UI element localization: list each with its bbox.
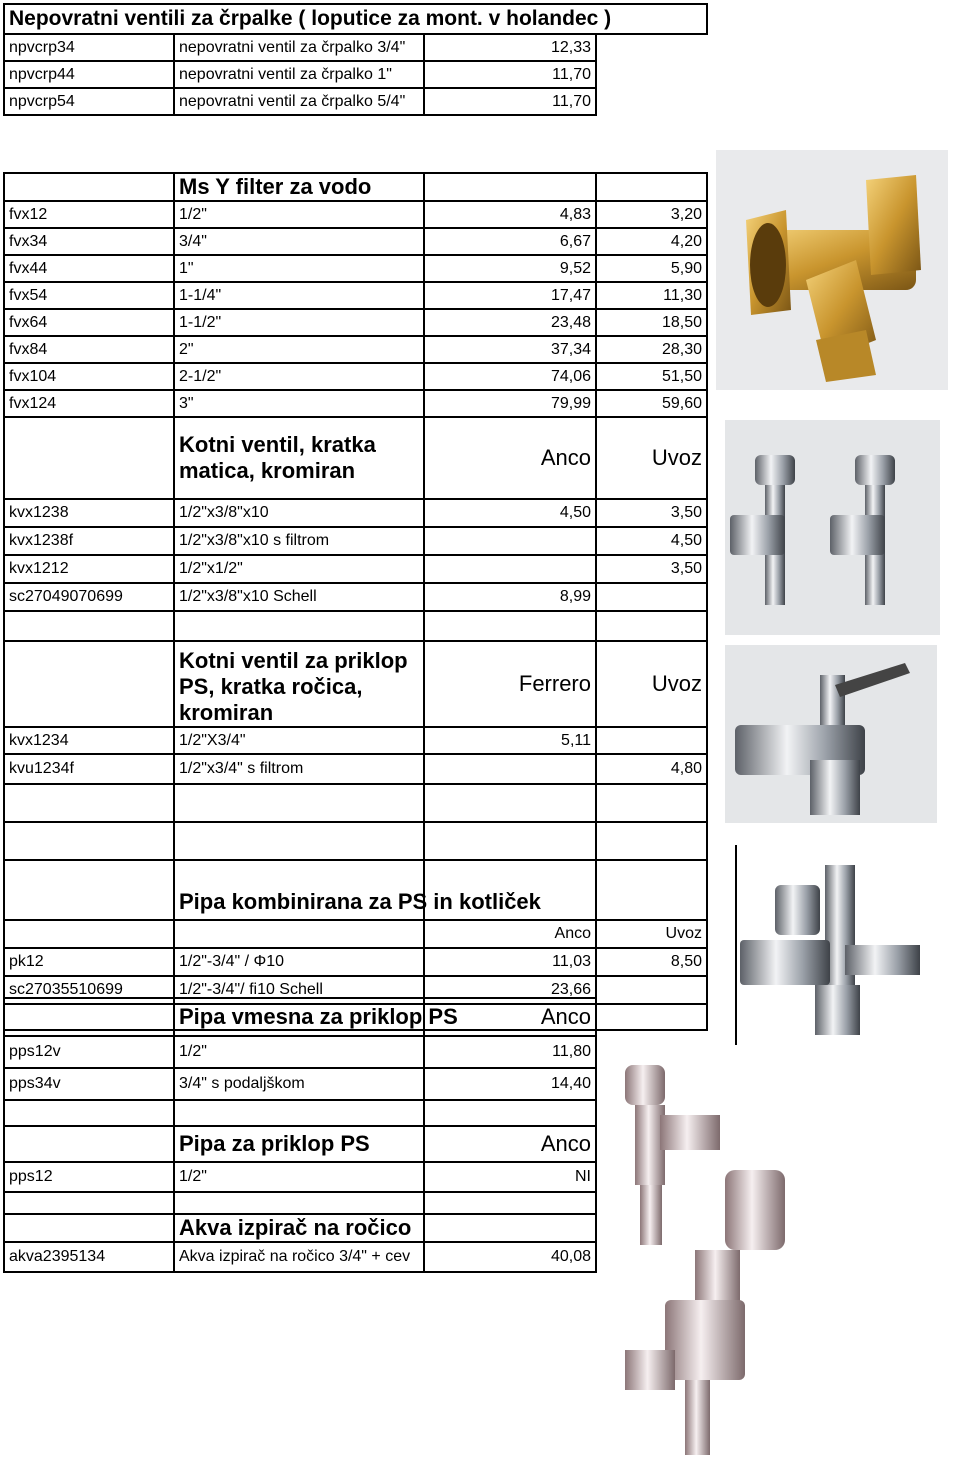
product-desc: 1/2" — [174, 1036, 424, 1068]
price-anco: 12,33 — [424, 34, 596, 61]
product-code: fvx124 — [4, 390, 174, 417]
product-code: fvx104 — [4, 363, 174, 390]
product-desc: nepovratni ventil za črpalko 3/4" — [174, 34, 424, 61]
product-desc: 1/2"x3/8"x10 s filtrom — [174, 527, 424, 555]
section-title-flush: Akva izpirač na ročico — [174, 1214, 424, 1242]
price-anco: 74,06 — [424, 363, 596, 390]
price-anco: 4,83 — [424, 201, 596, 228]
product-desc: 3/4" s podaljškom — [174, 1068, 424, 1100]
product-code: fvx84 — [4, 336, 174, 363]
product-code: npvcrp34 — [4, 34, 174, 61]
section-main-block — [3, 172, 708, 1031]
price-uvoz: 11,30 — [596, 282, 707, 309]
price-anco: 11,03 — [424, 948, 596, 976]
product-desc: Akva izpirač na ročico 3/4" + cev — [174, 1242, 424, 1272]
product-code: sc27049070699 — [4, 583, 174, 611]
product-desc: nepovratni ventil za črpalko 1" — [174, 61, 424, 88]
section-title-ps-tap: Pipa za priklop PS — [174, 1126, 424, 1162]
product-desc: 1/2"-3/4"/ fi10 Schell — [174, 976, 424, 1004]
price-anco: 9,52 — [424, 255, 596, 282]
product-code: fvx12 — [4, 201, 174, 228]
section-title-angle-valve: Kotni ventil, kratka matica, kromiran — [174, 417, 424, 499]
price-anco: 79,99 — [424, 390, 596, 417]
product-code: pps12 — [4, 1162, 174, 1192]
price-uvoz: 3,20 — [596, 201, 707, 228]
col-header-uvoz: Uvoz — [596, 920, 707, 948]
product-code: pk12 — [4, 948, 174, 976]
price-uvoz: 59,60 — [596, 390, 707, 417]
product-code: kvx1212 — [4, 555, 174, 583]
product-code: kvx1238f — [4, 527, 174, 555]
product-desc: 1/2"-3/4" / Φ10 — [174, 948, 424, 976]
product-code: npvcrp44 — [4, 61, 174, 88]
price-anco: NI — [424, 1162, 596, 1192]
col-header-anco: Anco — [424, 417, 596, 499]
price-anco — [424, 555, 596, 583]
price-anco: 6,67 — [424, 228, 596, 255]
product-desc: 1" — [174, 255, 424, 282]
y-filter-photo — [716, 150, 948, 390]
product-code: fvx34 — [4, 228, 174, 255]
product-code: fvx54 — [4, 282, 174, 309]
price-anco: 40,08 — [424, 1242, 596, 1272]
angle-valve-photo — [725, 420, 940, 635]
col-header-anco: Anco — [424, 920, 596, 948]
product-code: pps12v — [4, 1036, 174, 1068]
price-uvoz: 18,50 — [596, 309, 707, 336]
price-anco: 37,34 — [424, 336, 596, 363]
price-uvoz — [596, 727, 707, 754]
price-anco: 8,99 — [424, 583, 596, 611]
product-code: akva2395134 — [4, 1242, 174, 1272]
price-anco: 11,70 — [424, 61, 596, 88]
price-uvoz: 4,80 — [596, 754, 707, 784]
product-desc: 1-1/2" — [174, 309, 424, 336]
col-header-anco: Anco — [424, 998, 596, 1036]
section-pump-check-valves — [3, 3, 708, 116]
product-desc: nepovratni ventil za črpalko 5/4" — [174, 88, 424, 115]
section-title-y-filter: Ms Y filter za vodo — [174, 173, 424, 201]
price-anco — [424, 527, 596, 555]
price-uvoz: 3,50 — [596, 555, 707, 583]
product-desc: 1/2"X3/4" — [174, 727, 424, 754]
price-anco: 4,50 — [424, 499, 596, 527]
price-uvoz: 4,50 — [596, 527, 707, 555]
product-desc: 1/2"x3/4" s filtrom — [174, 754, 424, 784]
col-header-anco: Anco — [424, 1126, 596, 1162]
product-code: sc27035510699 — [4, 976, 174, 1004]
price-uvoz: 28,30 — [596, 336, 707, 363]
price-anco: 11,70 — [424, 88, 596, 115]
section-title-ps-valve: Kotni ventil za priklop PS, kratka ročica, kromiran — [174, 641, 424, 727]
product-code: fvx64 — [4, 309, 174, 336]
price-uvoz — [596, 583, 707, 611]
section-lower-block — [3, 997, 597, 1273]
col-header-uvoz: Uvoz — [596, 417, 707, 499]
price-anco: 23,48 — [424, 309, 596, 336]
price-anco: 11,80 — [424, 1036, 596, 1068]
product-desc: 2-1/2" — [174, 363, 424, 390]
product-code: fvx44 — [4, 255, 174, 282]
price-uvoz: 8,50 — [596, 948, 707, 976]
product-desc: 3/4" — [174, 228, 424, 255]
product-code: npvcrp54 — [4, 88, 174, 115]
price-ferrero — [424, 754, 596, 784]
product-desc: 1/2"x1/2" — [174, 555, 424, 583]
col-header-uvoz: Uvoz — [596, 641, 707, 727]
price-anco: 23,66 — [424, 976, 596, 1004]
section-title-combined-tap: Pipa kombinirana za PS in kotliček — [174, 860, 424, 920]
price-anco: 14,40 — [424, 1068, 596, 1100]
price-uvoz: 4,20 — [596, 228, 707, 255]
price-uvoz: 5,90 — [596, 255, 707, 282]
price-ferrero: 5,11 — [424, 727, 596, 754]
section-title-intermediate-tap: Pipa vmesna za priklop PS — [174, 998, 424, 1036]
section-title: Nepovratni ventili za črpalke ( loputice za mont. v holandec ) — [4, 4, 707, 34]
col-header-ferrero: Ferrero — [424, 641, 596, 727]
ps-angle-valve-photo — [725, 645, 937, 823]
price-uvoz: 51,50 — [596, 363, 707, 390]
product-desc: 2" — [174, 336, 424, 363]
price-uvoz: 3,50 — [596, 499, 707, 527]
product-desc: 1-1/4" — [174, 282, 424, 309]
product-desc: 1/2"x3/8"x10 — [174, 499, 424, 527]
product-desc: 1/2" — [174, 201, 424, 228]
product-code: kvu1234f — [4, 754, 174, 784]
product-desc: 1/2" — [174, 1162, 424, 1192]
product-code: pps34v — [4, 1068, 174, 1100]
product-desc: 1/2"x3/8"x10 Schell — [174, 583, 424, 611]
price-anco: 17,47 — [424, 282, 596, 309]
ps-taps-photo — [605, 1050, 805, 1460]
product-desc: 3" — [174, 390, 424, 417]
price-uvoz — [596, 976, 707, 1004]
product-code: kvx1238 — [4, 499, 174, 527]
product-code: kvx1234 — [4, 727, 174, 754]
combined-tap-photo — [735, 845, 930, 1045]
